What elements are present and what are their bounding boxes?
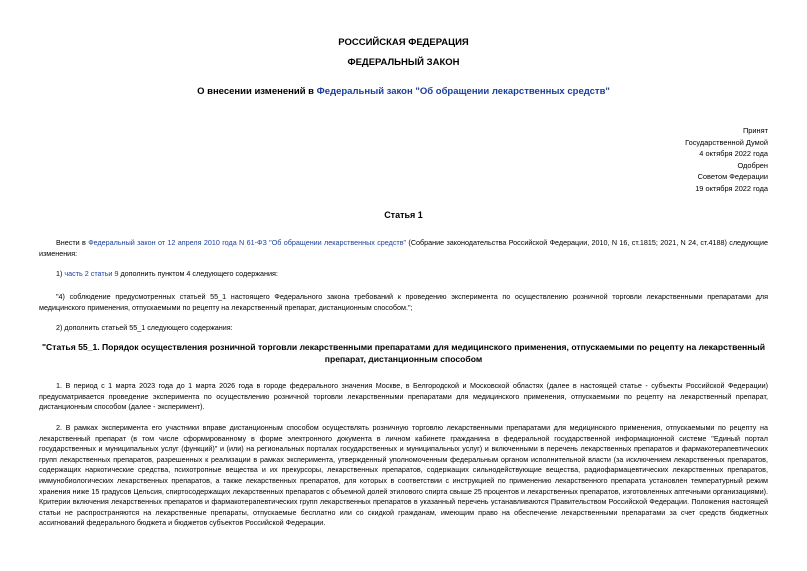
paragraph-item-2: 2) дополнить статьей 55_1 следующего содержания: [56, 323, 233, 332]
country-heading: РОССИЙСКАЯ ФЕДЕРАЦИЯ [338, 37, 469, 48]
paragraph-item-1 [56, 269, 768, 280]
acceptance-block [685, 125, 768, 195]
acceptance-line: 19 октября 2022 года [695, 183, 768, 193]
law-title-link[interactable]: Федеральный закон "Об обращении лекарственных средств" [316, 86, 610, 97]
article-9-part-2-link[interactable]: часть 2 статьи 9 [64, 269, 119, 278]
acceptance-line: Одобрен [737, 160, 768, 170]
paragraph-amend-intro [39, 238, 768, 259]
p2-suffix: дополнить пунктом 4 следующего содержания: [118, 269, 278, 278]
new-article-heading: "Статья 55_1. Порядок осуществления розничной торговли лекарственными препаратами для медицинского применения, отпускаемыми по рецепту на лекарственный препарат, дистанционным способом [41, 342, 766, 364]
law-title-prefix: О внесении изменений в [197, 86, 317, 97]
acceptance-line: Советом Федерации [697, 172, 768, 182]
law-type-heading: ФЕДЕРАЛЬНЫЙ ЗАКОН [347, 57, 460, 68]
p1-prefix: Внести в [56, 238, 89, 247]
paragraph-clause-2: 2. В рамках эксперимента его участники вправе дистанционным способом осуществлять розничную торговлю лекарственными препаратами для медицинского применения, отпускаемыми по рецепту на лекарственный препарат (в том числе сформированному в форме электронного документа в личном кабинете гражданина в федеральной государственной информационной системе "Единый портал государственных и муниципальных услуг (функций)" и (или) на региональных порталах государственных и муниципальных услуг) и включенными в перечень лекарственных препаратов и фармакотерапевтических групп лекарственных препаратов, разрешенных к реализации в рамках эксперимента, утвержденный уполномоченным федеральным органом исполнительной власти (за исключением лекарственных препаратов, содержащих наркотические средства, психотропные вещества и их прекурсоры, лекарственных препаратов, содержащих сильнодействующие вещества, радиофармацевтических лекарственных препаратов, иммунобиологических лекарственных препаратов, а также лекарственных препаратов, для которых в соответствии с инструкцией по применению лекарственного препарата установлен температурный режим хранения ниже 15 градусов Цельсия, спиртосодержащих лекарственных препаратов с объемной долей этилового спирта свыше 25 процентов и лекарственных препаратов, изготовленных аптечными организациями). Критерии включения лекарственных препаратов и фармакотерапевтических групп лекарственных препаратов в указанный перечень устанавливаются Правительством Российской Федерации. Положения настоящей статьи не распространяются на лекарственные препараты, отпускаемые бесплатно или со скидкой гражданам, имеющим право на обеспечение лекарственными препаратами за счет средств бюджетных ассигнований федерального бюджета и бюджетов субъектов Российской Федерации. [39, 423, 768, 528]
federal-law-link[interactable]: Федеральный закон от 12 апреля 2010 года N 61-ФЗ "Об обращении лекарственных средств" [88, 238, 407, 247]
acceptance-line: Государственной Думой [685, 137, 768, 147]
law-title [0, 86, 807, 97]
article-heading: Статья 1 [384, 210, 423, 220]
paragraph-item-4-text: "4) соблюдение предусмотренных статьей 55_1 настоящего Федерального закона требований к проведению эксперимента по осуществлению розничной торговли лекарственными препаратами для медицинского применения, отпускаемыми по рецепту на лекарственный препарат, дистанционным способом."; [39, 292, 768, 312]
p2-prefix: 1) [56, 269, 65, 278]
paragraph-clause-1: 1. В период с 1 марта 2023 года до 1 марта 2026 года в городе федерального значения Москве, в Белгородской и Московской областях (далее в настоящей статье - субъекты Российской Федерации) предусматривается проведение эксперимента по осуществлению розничной торговли лекарственными препаратами для медицинского применения, отпускаемыми по рецепту на лекарственный препарат, дистанционным способом (далее - эксперимент). [39, 381, 768, 412]
acceptance-line: 4 октября 2022 года [699, 149, 768, 159]
acceptance-line: Принят [742, 126, 768, 135]
p1-suffix: (Собрание законодательства Российской Федерации, 2010, N 16, ст.1815; 2021, N 24, ст.4188) следующие изменения: [39, 238, 768, 258]
